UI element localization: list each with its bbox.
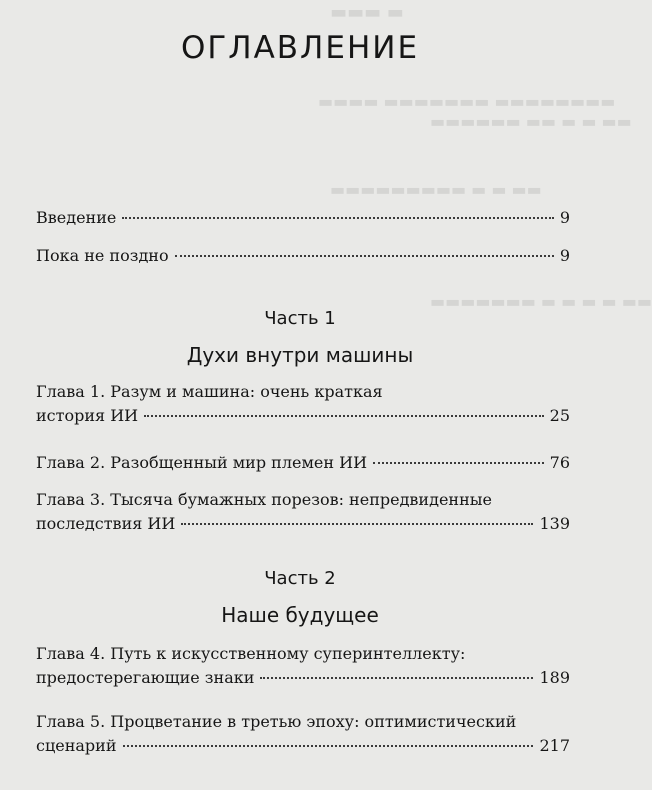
entry-page: 9 — [559, 208, 570, 227]
entry-title-line2: последствия ИИ — [36, 514, 176, 533]
toc-entry-intro[interactable] — [36, 206, 570, 230]
part-2-title: Наше будущее — [221, 603, 379, 627]
part-1-label: Часть 1 — [264, 308, 336, 329]
entry-title-line1: Глава 4. Путь к искусственному суперинтеллекту: — [36, 644, 466, 663]
toc-entry-chapter-5[interactable] — [36, 710, 570, 758]
entry-title: Введение — [36, 208, 117, 227]
show-through-text: ▬▬▬▬▬▬ ▬▬ ▬ ▬ ▬▬ — [430, 112, 632, 131]
entry-title-line1: Глава 3. Тысяча бумажных порезов: непредвиденные — [36, 490, 492, 509]
dot-leader — [373, 462, 544, 464]
entry-title-line1: Глава 1. Разум и машина: очень краткая — [36, 382, 383, 401]
toc-entry-chapter-1[interactable] — [36, 380, 570, 428]
entry-page: 9 — [559, 246, 570, 265]
dot-leader — [260, 677, 533, 679]
toc-entry-before-too-late[interactable] — [36, 244, 570, 268]
toc-entry-chapter-3[interactable] — [36, 488, 570, 536]
toc-entry-chapter-2[interactable] — [36, 451, 570, 475]
dot-leader — [122, 217, 553, 219]
show-through-text: ▬▬▬ ▬ — [330, 2, 404, 23]
entry-page: 25 — [549, 406, 570, 425]
entry-title-line1: Глава 5. Процветание в третью эпоху: оптимистический — [36, 712, 517, 731]
entry-page: 76 — [549, 453, 570, 472]
entry-page: 189 — [539, 668, 570, 687]
show-through-text: ▬▬▬▬▬▬▬ ▬ ▬ ▬ ▬ ▬▬ — [430, 292, 652, 311]
toc-entry-chapter-4[interactable] — [36, 642, 570, 690]
entry-page: 217 — [539, 736, 570, 755]
show-through-text: ▬▬▬▬▬▬▬▬▬ ▬ ▬ ▬▬ — [330, 180, 542, 199]
entry-title-line2: история ИИ — [36, 406, 139, 425]
part-1-title: Духи внутри машины — [186, 343, 414, 367]
part-2-label: Часть 2 — [264, 568, 336, 589]
entry-title-line2: предостерегающие знаки — [36, 668, 255, 687]
entry-title-line2: сценарий — [36, 736, 117, 755]
dot-leader — [144, 415, 544, 417]
dot-leader — [123, 745, 534, 747]
page-title: ОГЛАВЛЕНИЕ — [180, 30, 420, 66]
entry-title: Глава 2. Разобщенный мир племен ИИ — [36, 453, 368, 472]
show-through-text: ▬▬▬▬ ▬▬▬▬▬▬▬ ▬▬▬▬▬▬▬▬ — [318, 92, 616, 111]
dot-leader — [181, 523, 533, 525]
entry-page: 139 — [539, 514, 570, 533]
dot-leader — [175, 255, 554, 257]
entry-title: Пока не поздно — [36, 246, 169, 265]
